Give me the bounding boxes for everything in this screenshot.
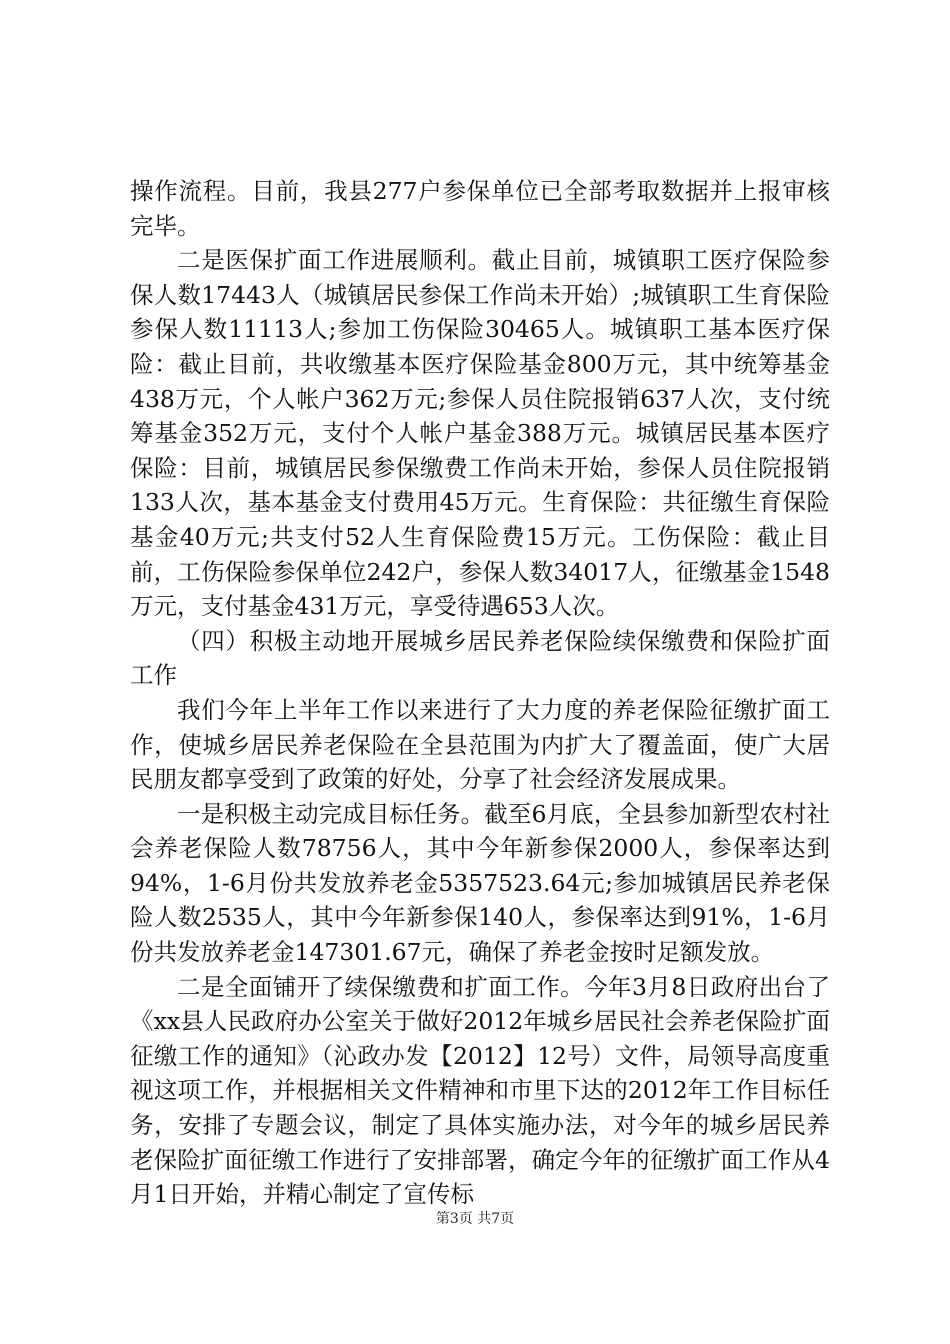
paragraph: 二是全面铺开了续保缴费和扩面工作。今年3月8日政府出台了《xx县人民政府办公室关于做好2012年城乡居民社会养老保险扩面征缴工作的通知》（沁政办发【2012】12号）文件，局领导高度重视这项工作，并根据相关文件精神和市里下达的2012年工作目标任务，安排了专题会议，制定了具体实施办法，对今年的城乡居民养老保险扩面征缴工作进行了安排部署，确定今年的征缴扩面工作从4月1日开始，并精心制定了宣传标 (130, 972, 830, 1209)
page-number-footer: 第3页 共7页 (435, 1211, 515, 1227)
paragraph: 操作流程。目前，我县277户参保单位已全部考取数据并上报审核完毕。 (130, 177, 830, 240)
paragraph: 我们今年上半年工作以来进行了大力度的养老保险征缴扩面工作，使城乡居民养老保险在全县范围为内扩大了覆盖面，使广大居民朋友都享受到了政策的好处，分享了社会经济发展成果。 (130, 695, 830, 794)
paragraph: 一是积极主动完成目标任务。截至6月底，全县参加新型农村社会养老保险人数78756人，其中今年新参保2000人，参保率达到94%，1-6月份共发放养老金5357523.64元;参加城镇居民养老保险人数2535人，其中今年新参保140人，参保率达到91%，1-6月份共发放养老金147301.67元，确保了养老金按时足额发放。 (130, 799, 830, 967)
paragraph: 二是医保扩面工作进展顺利。截止目前，城镇职工医疗保险参保人数17443人（城镇居民参保工作尚未开始）;城镇职工生育保险参保人数11113人;参加工伤保险30465人。城镇职工基本医疗保险：截止目前，共收缴基本医疗保险基金800万元，其中统筹基金438万元，个人帐户362万元;参保人员住院报销637人次，支付统筹基金352万元，支付个人帐户基金388万元。城镇居民基本医疗保险：目前，城镇居民参保缴费工作尚未开始，参保人员住院报销133人次，基本基金支付费用45万元。生育保险：共征缴生育保险基金40万元;共支付52人生育保险费15万元。工伤保险：截止目前，工伤保险参保单位242户，参保人数34017人，征缴基金1548万元，支付基金431万元，享受待遇653人次。 (130, 246, 830, 621)
section-heading: （四）积极主动地开展城乡居民养老保险续保缴费和保险扩面工作 (130, 626, 830, 690)
document-body (130, 174, 830, 1212)
